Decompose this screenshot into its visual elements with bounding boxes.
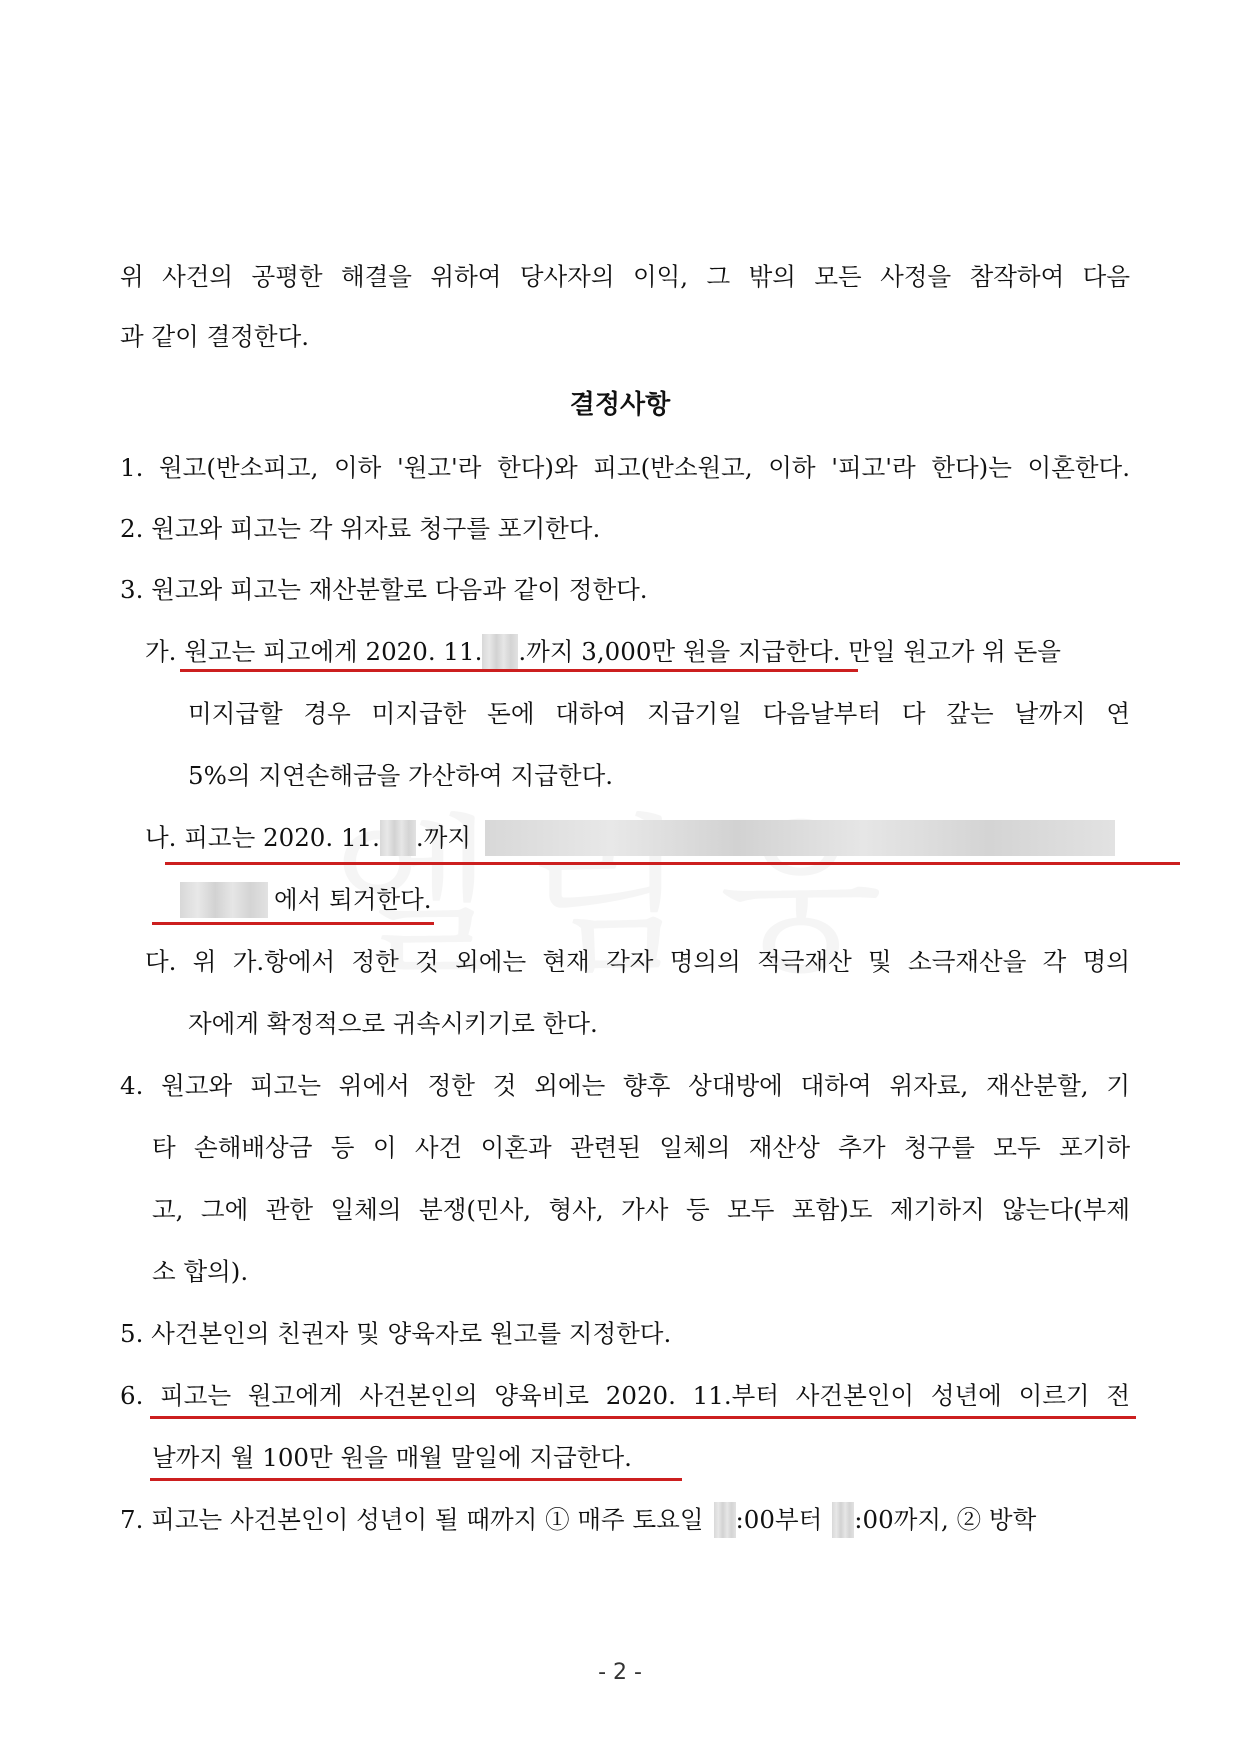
ga-rest: . 만일 원고가 위 돈을 [832, 637, 1061, 666]
redacted-date [380, 820, 416, 856]
item-3-na-line-2 [180, 880, 1130, 920]
redacted-date [482, 634, 518, 670]
red-underline [180, 669, 858, 672]
item-5: 5. 사건본인의 친권자 및 양육자로 원고를 지정한다. [120, 1319, 672, 1348]
redacted-address [180, 882, 268, 918]
item-3-na-line-1 [145, 818, 1130, 858]
item-3-da-line-2: 자에게 확정적으로 귀속시키기로 한다. [188, 1009, 598, 1038]
intro-line-1: 위 사건의 공평한 해결을 위하여 당사자의 이익, 그 밖의 모든 사정을 참작하여 다음 [120, 262, 1130, 291]
redacted-time [714, 1502, 736, 1538]
item-6-line-1: 6. 피고는 원고에게 사건본인의 양육비로 2020. 11.부터 사건본인이 성년에 이르기 전 [120, 1381, 1130, 1410]
item-3-ga-line-2: 미지급할 경우 미지급한 돈에 대하여 지급기일 다음날부터 다 갚는 날까지 연 [188, 699, 1130, 728]
i7-prefix: 7. 피고는 사건본인이 성년이 될 때까지 ① 매주 토요일 [120, 1505, 704, 1534]
redacted-time [832, 1502, 854, 1538]
red-underline [150, 1478, 682, 1481]
i7-suffix: :00까지, ② 방학 [854, 1505, 1037, 1534]
i7-mid: :00부터 [735, 1505, 823, 1534]
na-prefix: 나. 피고는 2020. 11. [145, 823, 380, 852]
red-underline [152, 922, 434, 925]
na-line-2-text: 에서 퇴거한다. [274, 885, 432, 914]
item-4-line-4: 소 합의). [152, 1257, 249, 1286]
item-4-line-3: 고, 그에 관한 일체의 분쟁(민사, 형사, 가사 등 모두 포함)도 제기하지 않는다(부제 [152, 1195, 1130, 1224]
item-3-ga-line-1 [145, 632, 1130, 672]
item-4-line-1: 4. 원고와 피고는 위에서 정한 것 외에는 향후 상대방에 대하여 위자료, 재산분할, 기 [120, 1071, 1130, 1100]
item-3-da-line-1: 다. 위 가.항에서 정한 것 외에는 현재 각자 명의의 적극재산 및 소극재산을 각 명의 [145, 947, 1130, 976]
item-1: 1. 원고(반소피고, 이하 '원고'라 한다)와 피고(반소원고, 이하 '피고'라 한다)는 이혼한다. [120, 453, 1130, 482]
ga-prefix: 가. 원고는 피고에게 2020. 11. [145, 637, 483, 666]
decision-title: 결정사항 [569, 390, 671, 420]
item-3: 3. 원고와 피고는 재산분할로 다음과 같이 정한다. [120, 575, 648, 604]
red-underline [165, 862, 1180, 865]
page-number: - 2 - [598, 1660, 642, 1685]
red-underline [150, 1416, 1136, 1419]
ga-mid: .까지 3,000만 원을 지급한다 [518, 637, 833, 666]
intro-line-2: 과 같이 결정한다. [120, 322, 310, 351]
item-7-line-1 [120, 1500, 1130, 1540]
item-6-line-2: 날까지 월 100만 원을 매월 말일에 지급한다. [152, 1443, 632, 1472]
item-4-line-2: 타 손해배상금 등 이 사건 이혼과 관련된 일체의 재산상 추가 청구를 모두 포기하 [152, 1133, 1130, 1162]
item-2: 2. 원고와 피고는 각 위자료 청구를 포기한다. [120, 514, 601, 543]
item-3-ga-line-3: 5%의 지연손해금을 가산하여 지급한다. [188, 761, 614, 790]
na-mid: .까지 [415, 823, 472, 852]
redacted-address [485, 820, 1115, 856]
